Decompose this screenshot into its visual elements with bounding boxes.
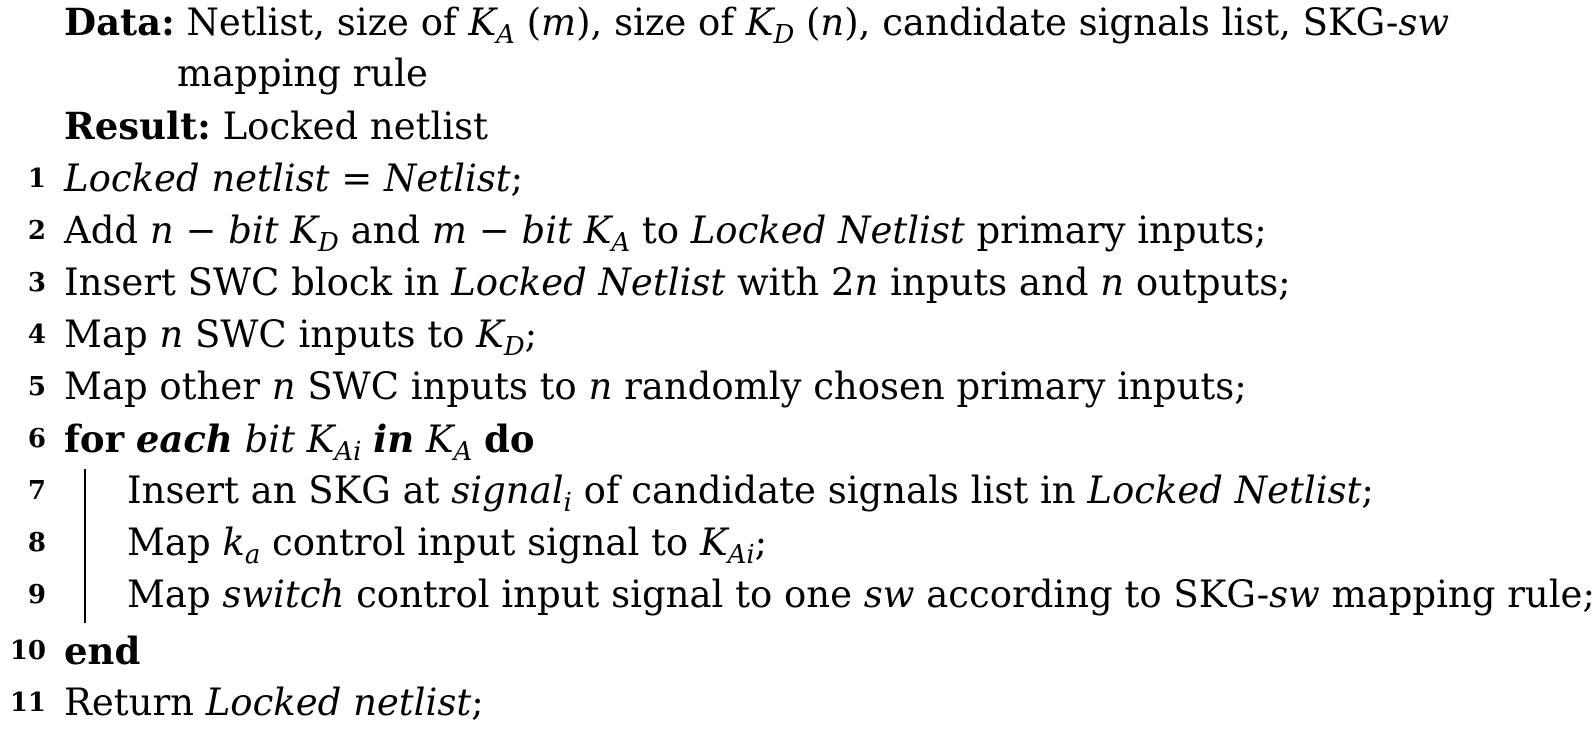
algorithm-line-10 [0,625,1567,677]
line-number: 1 [27,164,46,194]
algorithm-line-2 [0,205,1567,257]
line-text: for each bit $K_{Ai}$ in $K_A$ do [64,417,535,467]
line-number: 3 [27,268,46,298]
line-number: 10 [9,636,46,666]
line-text: Return Locked netlist; [64,681,484,724]
line-text: Add n − bit $K_D$ and m − bit $K_A$ to Locked Netlist primary inputs; [64,209,1267,258]
line-text: Map $k_a$ control input signal to $K_{Ai}$; [127,521,768,570]
result-header [0,100,1567,152]
algorithm-line-5 [0,361,1567,413]
algorithm-line-9 [0,569,1595,621]
line-number: 9 [27,580,46,610]
data-header-line-2 [0,48,1567,100]
line-text: Locked netlist = Netlist; [64,157,524,200]
algorithm-line-7 [0,465,1567,517]
algorithm-line-1 [0,153,1567,205]
data-text-continuation: mapping rule [177,52,428,95]
line-text: Map switch control input signal to one sw according to SKG-sw mapping rule; [127,573,1595,616]
algorithm-line-6 [0,413,1567,465]
line-number: 11 [9,688,46,718]
algorithm-line-4 [0,309,1567,361]
line-number: 7 [27,476,46,506]
result-text: Locked netlist [222,105,489,148]
line-number: 8 [27,528,46,558]
line-text: Map other n SWC inputs to n randomly chosen primary inputs; [64,365,1247,408]
line-number: 2 [27,216,46,246]
line-number: 4 [27,320,46,350]
result-label: Result: [64,104,211,148]
line-text: Map n SWC inputs to $K_D$; [64,313,538,362]
line-number: 6 [27,424,46,454]
line-text: end [64,629,141,673]
algorithm-line-8 [0,517,1567,569]
algorithm-line-3 [0,257,1567,309]
line-number: 5 [27,372,46,402]
line-text: Insert SWC block in Locked Netlist with 2n inputs and n outputs; [64,261,1291,304]
line-text: Insert an SKG at signal$_i$ of candidate signals list in Locked Netlist; [127,469,1374,518]
data-label: Data: [64,0,175,44]
data-header-line-1: Data: Netlist, size of $K_A$ (m), size of $K_D$ (n), candidate signals list, SKG-sw [64,0,1450,50]
algorithm-line-11 [0,677,1567,729]
